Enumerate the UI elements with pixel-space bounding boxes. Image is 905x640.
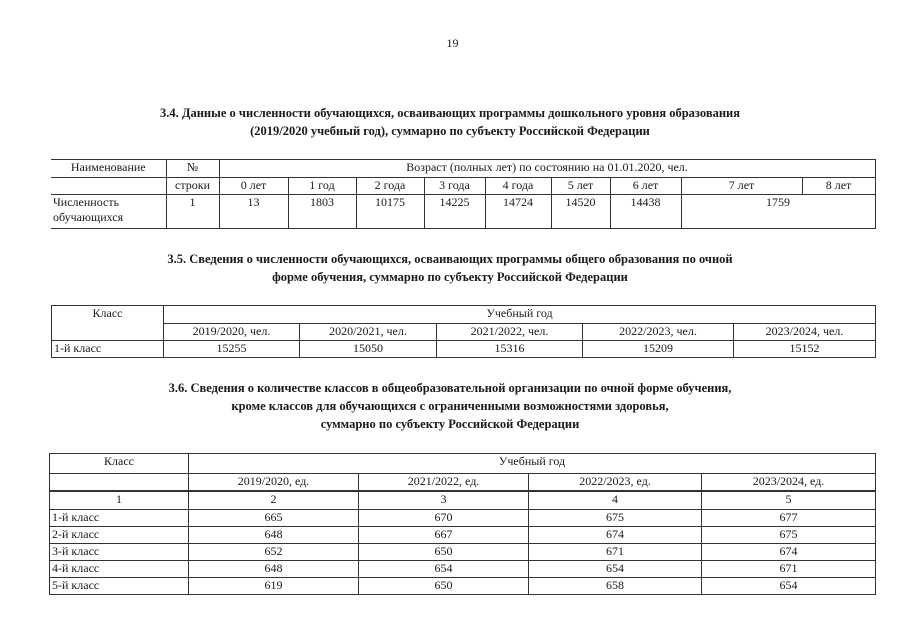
age-col-7: 7 лет (681, 178, 802, 195)
value: 674 (702, 544, 876, 561)
table-row (50, 561, 876, 578)
row-label-grade-1: 1-й класс (50, 510, 189, 527)
value: 652 (189, 544, 359, 561)
value: 665 (189, 510, 359, 527)
section-3-6-title-line1: 3.6. Сведения о количестве классов в общеобразовательной организации по очной форме обучения, (168, 381, 732, 395)
row-label-grade-1: 1-й класс (52, 341, 164, 358)
column-number-3: 3 (359, 491, 529, 510)
value-2019: 15255 (164, 341, 300, 358)
year-col-2022: 2022/2023, ед. (529, 474, 702, 491)
value: 654 (359, 561, 529, 578)
column-number-5: 5 (702, 491, 876, 510)
section-3-5-title-line1: 3.5. Сведения о численности обучающихся, осваивающих программы общего образования по очной (167, 252, 733, 266)
value-2021: 15316 (437, 341, 583, 358)
age-col-5: 5 лет (551, 178, 610, 195)
value: 654 (702, 578, 876, 595)
value-2020: 15050 (300, 341, 437, 358)
header-age: Возраст (полных лет) по состоянию на 01.01.2020, чел. (219, 160, 875, 178)
row-label-grade-2: 2-й класс (50, 527, 189, 544)
year-col-2019: 2019/2020, чел. (164, 324, 300, 341)
value-age-5: 14520 (551, 195, 610, 229)
row-label-grade-5: 5-й класс (50, 578, 189, 595)
value-age-7-8: 1759 (681, 195, 875, 229)
table-row (50, 510, 876, 527)
value-2022: 15209 (583, 341, 734, 358)
header-row-number-label: строки (166, 178, 219, 195)
header-row-number-symbol: № (166, 160, 219, 178)
table-row (50, 578, 876, 595)
section-3-6-title-line2: кроме классов для обучающихся с ограниченными возможностями здоровья, (231, 399, 669, 413)
header-class: Класс (50, 454, 189, 474)
table-row (50, 527, 876, 544)
year-col-2019: 2019/2020, ед. (189, 474, 359, 491)
value: 671 (529, 544, 702, 561)
value: 650 (359, 578, 529, 595)
header-name-cont (51, 178, 166, 195)
section-3-5-heading (40, 250, 860, 286)
age-col-6: 6 лет (610, 178, 681, 195)
section-3-6-title-line3: суммарно по субъекту Российской Федерации (320, 417, 580, 431)
value: 674 (529, 527, 702, 544)
value: 667 (359, 527, 529, 544)
age-col-0: 0 лет (219, 178, 288, 195)
header-name: Наименование (51, 160, 166, 178)
value-age-6: 14438 (610, 195, 681, 229)
age-col-4: 4 года (485, 178, 551, 195)
value-age-4: 14724 (485, 195, 551, 229)
section-3-4-title-line2: (2019/2020 учебный год), суммарно по субъекту Российской Федерации (250, 124, 650, 138)
year-col-2021: 2021/2022, чел. (437, 324, 583, 341)
year-col-2022: 2022/2023, чел. (583, 324, 734, 341)
age-col-1: 1 год (288, 178, 356, 195)
header-year: Учебный год (189, 454, 876, 474)
column-number-4: 4 (529, 491, 702, 510)
section-3-5-title-line2: форме обучения, суммарно по субъекту Российской Федерации (272, 270, 628, 284)
year-col-2021: 2021/2022, ед. (359, 474, 529, 491)
row-number: 1 (166, 195, 219, 229)
row-label-line1: Численность (53, 195, 120, 209)
value: 671 (702, 561, 876, 578)
row-label-enrollment (51, 195, 166, 229)
value-age-2: 10175 (356, 195, 424, 229)
value: 650 (359, 544, 529, 561)
year-col-2023: 2023/2024, чел. (734, 324, 876, 341)
section-3-4-title-line1: 3.4. Данные о численности обучающихся, осваивающих программы дошкольного уровня образования (160, 106, 740, 120)
column-number-2: 2 (189, 491, 359, 510)
value: 648 (189, 561, 359, 578)
preschool-table (51, 159, 876, 229)
section-3-6-heading (40, 379, 860, 433)
section-3-4-heading (40, 104, 860, 140)
column-number-1: 1 (50, 491, 189, 510)
class-count-table (49, 453, 876, 595)
header-year: Учебный год (164, 306, 876, 324)
value-age-3: 14225 (424, 195, 485, 229)
value-age-0: 13 (219, 195, 288, 229)
table-row (50, 544, 876, 561)
value: 654 (529, 561, 702, 578)
row-label-line2: обучающихся (53, 210, 124, 224)
header-class-cont (50, 474, 189, 491)
row-label-grade-4: 4-й класс (50, 561, 189, 578)
value: 648 (189, 527, 359, 544)
year-col-2023: 2023/2024, ед. (702, 474, 876, 491)
value: 619 (189, 578, 359, 595)
value-2023: 15152 (734, 341, 876, 358)
age-col-8: 8 лет (802, 178, 875, 195)
age-col-3: 3 года (424, 178, 485, 195)
age-col-2: 2 года (356, 178, 424, 195)
value: 675 (702, 527, 876, 544)
value: 677 (702, 510, 876, 527)
value: 670 (359, 510, 529, 527)
value-age-1: 1803 (288, 195, 356, 229)
row-label-grade-3: 3-й класс (50, 544, 189, 561)
value: 658 (529, 578, 702, 595)
enrollment-table (51, 305, 876, 358)
year-col-2020: 2020/2021, чел. (300, 324, 437, 341)
header-class: Класс (52, 306, 164, 341)
value: 675 (529, 510, 702, 527)
page-number: 19 (446, 36, 459, 50)
